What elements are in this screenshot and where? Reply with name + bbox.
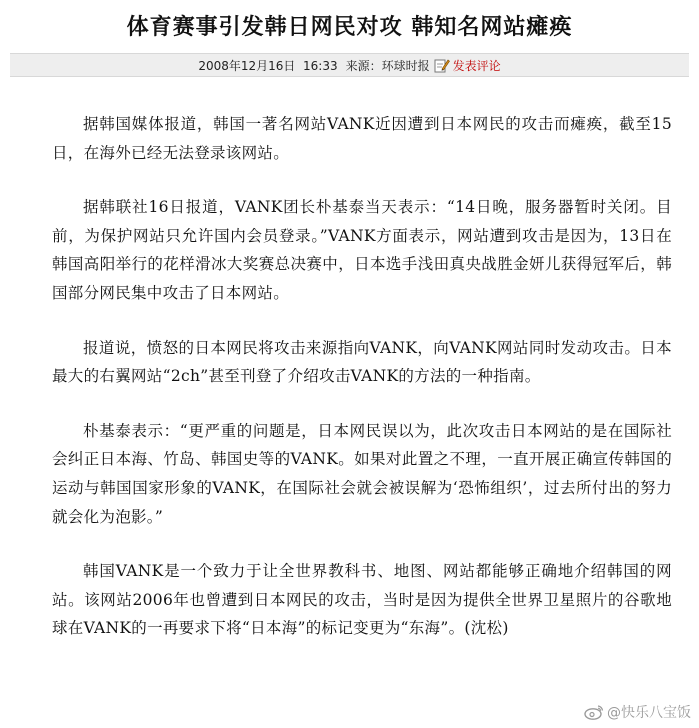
pencil-comment-icon[interactable] <box>434 57 450 73</box>
article-body <box>52 110 672 669</box>
watermark <box>584 702 691 722</box>
weibo-logo-icon <box>584 704 604 720</box>
article-title: 体育赛事引发韩日网民对攻 韩知名网站瘫痪 <box>126 15 573 40</box>
publish-date: 2008年12月16日 16:33 <box>198 58 338 73</box>
watermark-text: @快乐八宝饭 <box>607 705 691 721</box>
source-name: 环球时报 <box>381 58 430 73</box>
article-paragraph: 据韩联社16日报道，VANK团长朴基泰当天表示：“14日晚，服务器暂时关闭。目前，为保护网站只允许国内会员登录。”VANK方面表示，网站遭到攻击是因为，13日在韩国高阳举行的花样滑冰大奖赛总决赛中，日本选手浅田真央战胜金妍儿获得冠军后，韩国部分网民集中攻击了日本网站。 <box>52 198 672 302</box>
article-paragraph: 报道说，愤怒的日本网民将攻击来源指向VANK，向VANK网站同时发动攻击。日本最大的右翼网站“2ch”甚至刊登了介绍攻击VANK的方法的一种指南。 <box>52 338 672 386</box>
article-paragraph: 朴基泰表示：“更严重的问题是，日本网民误以为，此次攻击日本网站的是在国际社会纠正日本海、竹岛、韩国史等的VANK。如果对此置之不理，一直开展正确宣传韩国的运动与韩国国家形象的VANK，在国际社会就会被误解为‘恐怖组织’，过去所付出的努力就会化为泡影。” <box>52 421 672 526</box>
source-label: 来源： <box>345 58 382 73</box>
post-comment-link[interactable]: 发表评论 <box>452 58 501 73</box>
article-paragraph: 据韩国媒体报道，韩国一著名网站VANK近因遭到日本网民的攻击而瘫痪，截至15日，在海外已经无法登录该网站。 <box>52 115 672 162</box>
article-paragraph: 韩国VANK是一个致力于让全世界教科书、地图、网站都能够正确地介绍韩国的网站。该网站2006年也曾遭到日本网民的攻击，当时是因为提供全世界卫星照片的谷歌地球在VANK的一再要求下将“日本海”的标记变更为“东海”。(沈松) <box>52 562 672 638</box>
article-meta-bar <box>10 53 689 77</box>
